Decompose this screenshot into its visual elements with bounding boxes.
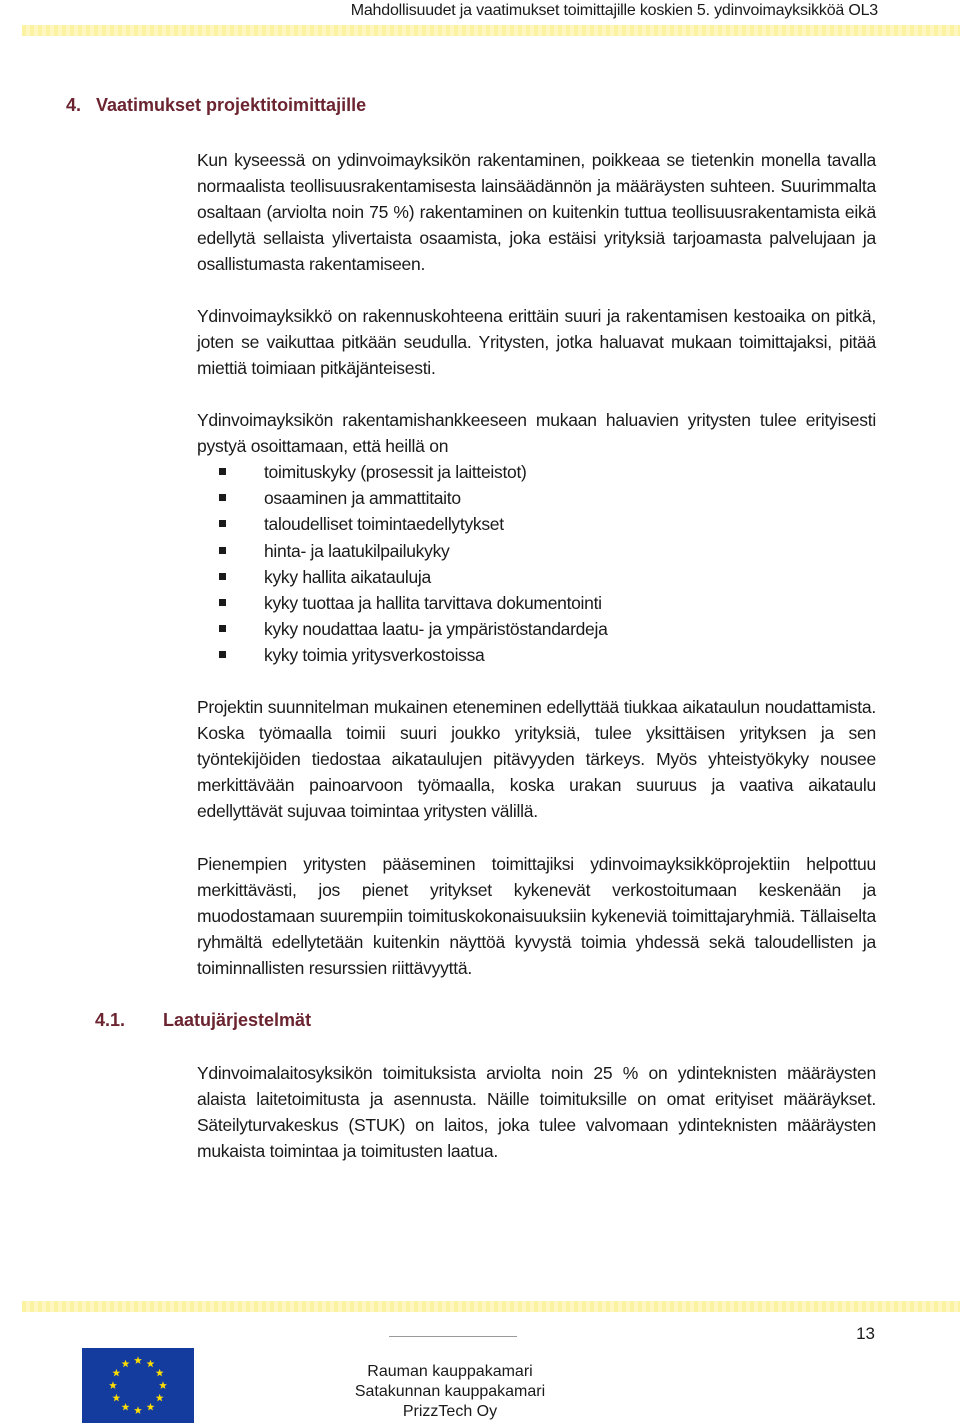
org-name: Rauman kauppakamari (367, 1363, 533, 1380)
square-bullet-icon (219, 468, 226, 475)
square-bullet-icon (219, 625, 226, 632)
list-item: kyky noudattaa laatu- ja ympäristöstandardeja (197, 616, 608, 642)
paragraph: Kun kyseessä on ydinvoimayksikön rakentaminen, poikkeaa se tietenkin monella tavalla normaalista teollisuusrakentamisesta lainsäädännön ja määräysten suhteen. Suurimmalta osaltaan (arviolta noin 75 %) rakentaminen on kuitenkin tuttua teollisuusrakentamista eikä edellytä sellaista ylivertaista osaamista, joka estäisi yrityksiä tarjoamasta palvelujaan ja osallistumasta rakentamiseen. (197, 150, 876, 274)
section-title: Vaatimukset projektitoimittajille (96, 95, 367, 115)
subsection-title: Laatujärjestelmät (163, 1010, 312, 1030)
page-number: 13 (856, 1324, 875, 1343)
square-bullet-icon (219, 494, 226, 501)
subsection-number: 4.1. (95, 1010, 126, 1030)
paragraph: Ydinvoimayksikön rakentamishankkeeseen mukaan haluavien yritysten tulee erityisesti pystyä osoittamaan, että heillä on (197, 410, 876, 456)
eu-flag-logo (82, 1348, 194, 1423)
square-bullet-icon (219, 599, 226, 606)
paragraph: Projektin suunnitelman mukainen eteneminen edellyttää tiukkaa aikataulun noudattamista. Koska työmaalla toimii suuri joukko yrityksiä, tulee yksittäisen yrityksen ja sen työntekijöiden tiedostaa aikataulujen pitävyyden tärkeys. Myös yhteistyökyky nousee merkittävään painoarvoon työmaalla, koska urakan suuruus ja vaativa aikataulu edellyttävät sujuvaa toimintaa yritysten välillä. (197, 697, 876, 821)
list-item: kyky tuottaa ja hallita tarvittava dokumentointi (197, 590, 608, 616)
square-bullet-icon (219, 520, 226, 527)
org-name: Satakunnan kauppakamari (354, 1383, 546, 1400)
square-bullet-icon (219, 651, 226, 658)
paragraph: Ydinvoimalaitosyksikön toimituksista arviolta noin 25 % on ydinteknisten määräysten alaista laitetoimitusta ja asennusta. Näille toimituksille on omat erityiset määräykset. Säteilyturvakeskus (STUK) on laitos, joka tulee valvomaan ydinteknisten määräysten mukaista toimintaa ja toimitusten laatua. (197, 1063, 876, 1161)
list-item: taloudelliset toimintaedellytykset (197, 511, 608, 537)
paragraph: Ydinvoimayksikkö on rakennuskohteena erittäin suuri ja rakentamisen kestoaika on pitkä, joten se vaikuttaa pitkään seudulla. Yritysten, jotka haluavat mukaan toimittajaksi, pitää miettiä toimiaan pitkäjänteisesti. (197, 306, 876, 378)
footer-divider (389, 1336, 517, 1337)
paragraph: Pienempien yritysten pääseminen toimittajiksi ydinvoimayksikköprojektiin helpottuu merkittävästi, jos pienet yritykset kykenevät verkostoitumaan keskenään ja muodostamaan suurempiin toimituskokonaisuuksiin kykeneviä toimittajaryhmiä. Tällaiselta ryhmältä edellytetään kuitenkin näyttöä kyvystä toimia yhdessä sekä taloudellisten ja toiminnallisten resurssien riittävyyttä. (197, 854, 876, 978)
square-bullet-icon (219, 573, 226, 580)
org-name: PrizzTech Oy (402, 1403, 498, 1420)
requirements-list (197, 459, 608, 669)
list-item: toimituskyky (prosessit ja laitteistot) (197, 459, 608, 485)
list-item: kyky hallita aikatauluja (197, 564, 608, 590)
running-header-title: Mahdollisuudet ja vaatimukset toimittajille koskien 5. ydinvoimayksikköä OL3 (350, 2, 878, 19)
square-bullet-icon (219, 547, 226, 554)
subsection-heading (95, 1010, 311, 1031)
list-item: osaaminen ja ammattitaito (197, 485, 608, 511)
list-item: kyky toimia yritysverkostoissa (197, 642, 608, 668)
header-rule (22, 25, 960, 36)
section-heading (66, 95, 366, 116)
list-item: hinta- ja laatukilpailukyky (197, 538, 608, 564)
footer-organizations (340, 1362, 560, 1422)
footer-rule (22, 1301, 960, 1312)
section-number: 4. (66, 95, 82, 115)
